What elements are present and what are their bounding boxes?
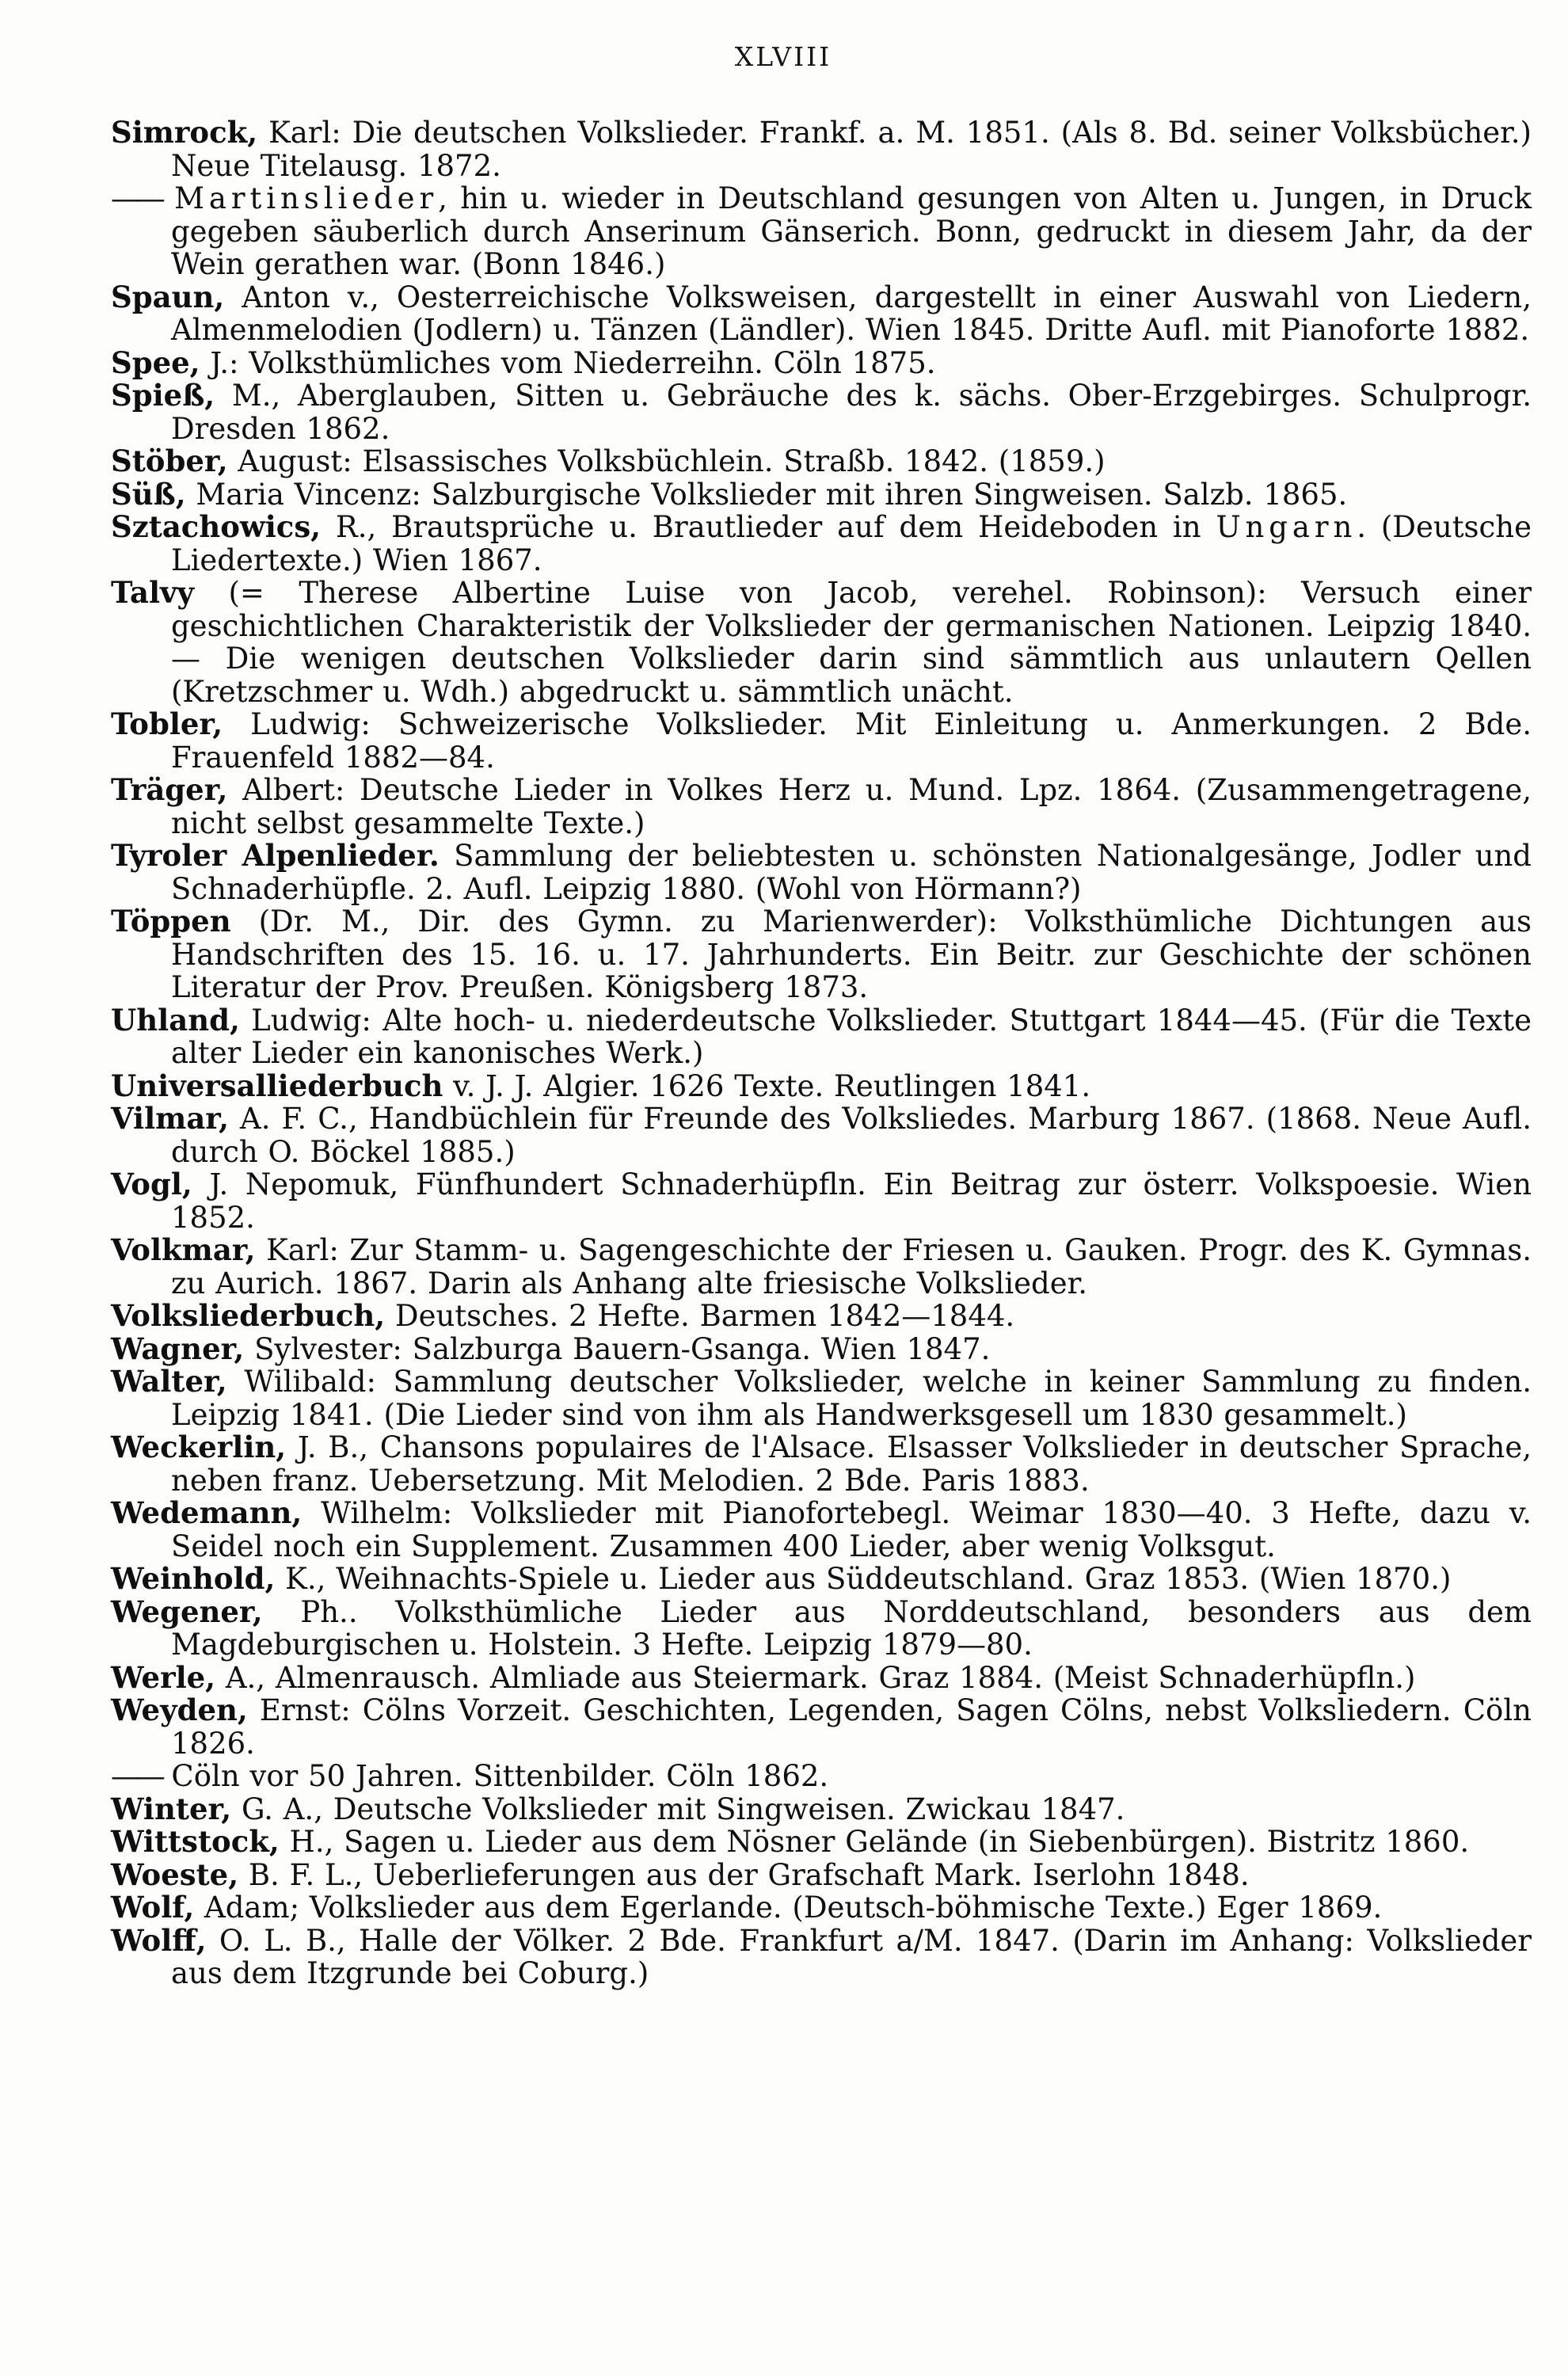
bibliography-entry (111, 281, 1532, 347)
bibliography-entry (111, 840, 1532, 905)
letterspaced-text: Ungarn (1216, 510, 1357, 544)
entry-author: Winter, (111, 1791, 232, 1826)
entry-text: Wilibald: Sammlung deutscher Volkslieder, welche in keiner Sammlung zu finden. Leipzig 1841. (Die Lieder sind von ihm als Handwerksgesell um 1830 gesammelt.) (171, 1365, 1532, 1432)
bibliography-entry (111, 379, 1532, 445)
entry-text: Karl: Zur Stamm- u. Sagengeschichte der Friesen u. Gauken. Progr. des K. Gymnas. zu Aurich. 1867. Darin als Anhang alte friesische Volkslieder. (171, 1233, 1532, 1300)
same-author-dash: —— (111, 181, 162, 215)
entry-text: K., Weihnachts-Spiele u. Lieder aus Süddeutschland. Graz 1853. (Wien 1870.) (275, 1562, 1452, 1596)
entry-author: Weckerlin, (111, 1430, 287, 1464)
entry-author: Weyden, (111, 1693, 248, 1727)
bibliography-entry (111, 1596, 1532, 1662)
entry-text: (= Therese Albertine Luise von Jacob, verehel. Robinson): Versuch einer geschichtlichen Charakteristik der Volkslieder der germanischen Nationen. Leipzig 1840. — Die wenigen deutschen Volkslieder darin sind sämmtlich aus unlautern Qellen (Kretzschmer u. Wdh.) abgedruckt u. sämmtlich unächt. (171, 576, 1532, 709)
entry-author: Wittstock, (111, 1824, 280, 1859)
bibliography-entry (111, 511, 1532, 577)
entry-text: Deutsches. 2 Hefte. Barmen 1842—1844. (385, 1299, 1015, 1333)
bibliography-entry (111, 1922, 1532, 1990)
bibliography-entry (111, 1760, 1532, 1793)
entry-text: A., Almenrausch. Almliade aus Steiermark. Graz 1884. (Meist Schnaderhüpfln.) (215, 1660, 1416, 1695)
entry-author: Spee, (111, 345, 200, 380)
entry-author: Spaun, (111, 279, 225, 314)
entry-text: Sammlung der beliebtesten u. schönsten Nationalgesänge, Jodler und Schnaderhüpfle. 2. Aufl. Leipzig 1880. (Wohl von Hörmann?) (171, 839, 1532, 906)
bibliography-entry (111, 1004, 1532, 1070)
bibliography-entry (111, 1694, 1532, 1760)
page-number: XLVIII (734, 41, 832, 72)
entry-author: Tobler, (111, 706, 223, 741)
entry-author: Weinhold, (111, 1561, 276, 1596)
bibliography-entry (111, 478, 1532, 512)
entry-author: Süß, (111, 476, 186, 512)
entry-text: Maria Vincenz: Salzburgische Volkslieder mit ihren Singweisen. Salzb. 1865. (185, 477, 1348, 512)
entry-text: A. F. C., Handbüchlein für Freunde des Volksliedes. Marburg 1867. (1868. Neue Aufl. durch O. Böckel 1885.) (171, 1102, 1532, 1169)
bibliography-entry (111, 1497, 1532, 1563)
entry-author: Sztachowics, (111, 509, 322, 544)
entry-author: Universalliederbuch (111, 1068, 443, 1103)
bibliography-entry (111, 1168, 1532, 1234)
entry-text: Sylvester: Salzburga Bauern-Gsanga. Wien 1847. (244, 1331, 991, 1366)
entry-author: Vilmar, (111, 1101, 229, 1136)
bibliography-entry (111, 1300, 1532, 1333)
entry-author: Wedemann, (111, 1495, 303, 1530)
bibliography-entry (111, 445, 1532, 478)
entry-author: Wegener, (111, 1594, 263, 1629)
entry-author: Volkmar, (111, 1232, 256, 1267)
entry-text: B. F. L., Ueberlieferungen aus der Grafschaft Mark. Iserlohn 1848. (238, 1857, 1250, 1892)
entry-text: G. A., Deutsche Volkslieder mit Singweisen. Zwickau 1847. (231, 1792, 1125, 1826)
entry-text: J. B., Chansons populaires de l'Alsace. Elsasser Volkslieder in deutscher Sprache, neben franz. Uebersetzung. Mit Melodien. 2 Bde. Paris 1883. (171, 1430, 1532, 1498)
bibliography-entry (111, 1891, 1532, 1925)
entry-author: Spieß, (111, 378, 215, 413)
bibliography-entry (111, 1070, 1532, 1103)
entry-text: J. Nepomuk, Fünfhundert Schnaderhüpfln. Ein Beitrag zur österr. Volkspoesie. Wien 1852. (171, 1167, 1532, 1235)
entry-author: Wolf, (111, 1890, 195, 1925)
entry-author: Uhland, (111, 1002, 240, 1038)
entry-text: Ph.. Volksthümliche Lieder aus Norddeutschland, besonders aus dem Magdeburgischen u. Holstein. 3 Hefte. Leipzig 1879—80. (171, 1594, 1532, 1662)
entry-author: Simrock, (111, 115, 258, 150)
bibliography-entry (111, 1234, 1532, 1300)
letterspaced-text: Martinslieder (174, 181, 439, 215)
entry-text: (Dr. M., Dir. des Gymn. zu Marienwerder): Volksthümliche Dichtungen aus Handschriften des 15. 16. u. 17. Jahrhunderts. Ein Beitr. zur Geschichte der schönen Literatur der Prov. Preußen. Königsberg 1873. (171, 904, 1532, 1004)
entry-text: Ernst: Cölns Vorzeit. Geschichten, Legenden, Sagen Cölns, nebst Volksliedern. Cöln 1826. (171, 1693, 1532, 1761)
entry-text: August: Elsassisches Volksbüchlein. Straßb. 1842. (1859.) (227, 444, 1106, 478)
bibliography-entry (111, 347, 1532, 380)
entry-text: O. L. B., Halle der Völker. 2 Bde. Frankfurt a/M. 1847. (Darin im Anhang: Volkslieder aus dem Itzgrunde bei Coburg.) (171, 1923, 1532, 1990)
entry-author: Vogl, (111, 1167, 192, 1201)
entry-text: H., Sagen u. Lieder aus dem Nösner Gelände (in Siebenbürgen). Bistritz 1860. (279, 1825, 1470, 1859)
entry-author: Talvy (111, 575, 195, 610)
bibliography-entry (111, 708, 1532, 774)
bibliography-entry (111, 1333, 1532, 1366)
entry-text: J.: Volksthümliches vom Niederreihn. Cöln 1875. (200, 345, 936, 380)
entry-text: Wilhelm: Volkslieder mit Pianofortebegl. Weimar 1830—40. 3 Hefte, dazu v. Seidel noch ein Supplement. Zusammen 400 Lieder, aber wenig Volksgut. (171, 1496, 1532, 1563)
entry-author: Walter, (111, 1364, 227, 1399)
bibliography-entry (111, 182, 1532, 281)
bibliography-entry (111, 774, 1532, 840)
page-header (111, 41, 1532, 72)
bibliography-entry (111, 1365, 1532, 1431)
entry-author: Stöber, (111, 444, 228, 478)
entry-author: Wolff, (111, 1922, 207, 1958)
entry-text: M., Aberglauben, Sitten u. Gebräuche des k. sächs. Ober-Erzgebirges. Schulprogr. Dresden 1862. (171, 379, 1532, 446)
entry-author: Töppen (111, 904, 231, 939)
entry-text: Ludwig: Schweizerische Volkslieder. Mit Einleitung u. Anmerkungen. 2 Bde. Frauenfeld 1882—84. (171, 707, 1532, 775)
entry-text: Cöln vor 50 Jahren. Sittenbilder. Cöln 1862. (161, 1759, 829, 1793)
entry-text: Martinslieder, hin u. wieder in Deutschland gesungen von Alten u. Jungen, in Druck gegeben säuberlich durch Anserinum Gänserich. Bonn, gedruckt in diesem Jahr, da der Wein gerathen war. (Bonn 1846.) (171, 181, 1532, 281)
bibliography-entry (111, 1793, 1532, 1826)
entry-text: Anton v., Oesterreichische Volksweisen, dargestellt in einer Auswahl von Liedern, Almenmelodien (Jodlern) u. Tänzen (Ländler). Wien 1845. Dritte Aufl. mit Pianoforte 1882. (171, 280, 1532, 347)
bibliography-entry (111, 1659, 1532, 1695)
entry-author: Wagner, (111, 1331, 245, 1366)
entry-text: v. J. J. Algier. 1626 Texte. Reutlingen 1841. (443, 1068, 1091, 1103)
bibliography-entry (111, 1563, 1532, 1596)
entry-author: Träger, (111, 772, 228, 807)
entry-author: Woeste, (111, 1856, 239, 1892)
bibliography-entry (111, 577, 1532, 708)
bibliography-entry (111, 1102, 1532, 1168)
entry-text: R., Brautsprüche u. Brautlieder auf dem Heideboden in Ungarn. (Deutsche Liedertexte.) Wien 1867. (171, 510, 1532, 577)
entry-text: Ludwig: Alte hoch- u. niederdeutsche Volkslieder. Stuttgart 1844—45. (Für die Texte alter Lieder ein kanonisches Werk.) (171, 1003, 1532, 1070)
entry-text: Karl: Die deutschen Volkslieder. Frankf. a. M. 1851. (Als 8. Bd. seiner Volksbücher.) Neue Titelausg. 1872. (171, 116, 1532, 183)
entry-text: Albert: Deutsche Lieder in Volkes Herz u. Mund. Lpz. 1864. (Zusammengetragene, nicht selbst gesammelte Texte.) (171, 773, 1532, 840)
bibliography-entry (111, 116, 1532, 182)
bibliography-entry (111, 905, 1532, 1004)
same-author-dash: —— (111, 1759, 162, 1793)
entry-author: Tyroler Alpenlieder. (111, 838, 440, 873)
bibliography-list (111, 116, 1532, 1990)
entry-author: Werle, (111, 1659, 216, 1695)
bibliography-entry (111, 1826, 1532, 1859)
entry-text: Adam; Volkslieder aus dem Egerlande. (Deutsch-böhmische Texte.) Eger 1869. (194, 1891, 1383, 1925)
bibliography-entry (111, 1431, 1532, 1497)
entry-author: Volksliederbuch, (111, 1298, 386, 1333)
bibliography-entry (111, 1856, 1532, 1892)
